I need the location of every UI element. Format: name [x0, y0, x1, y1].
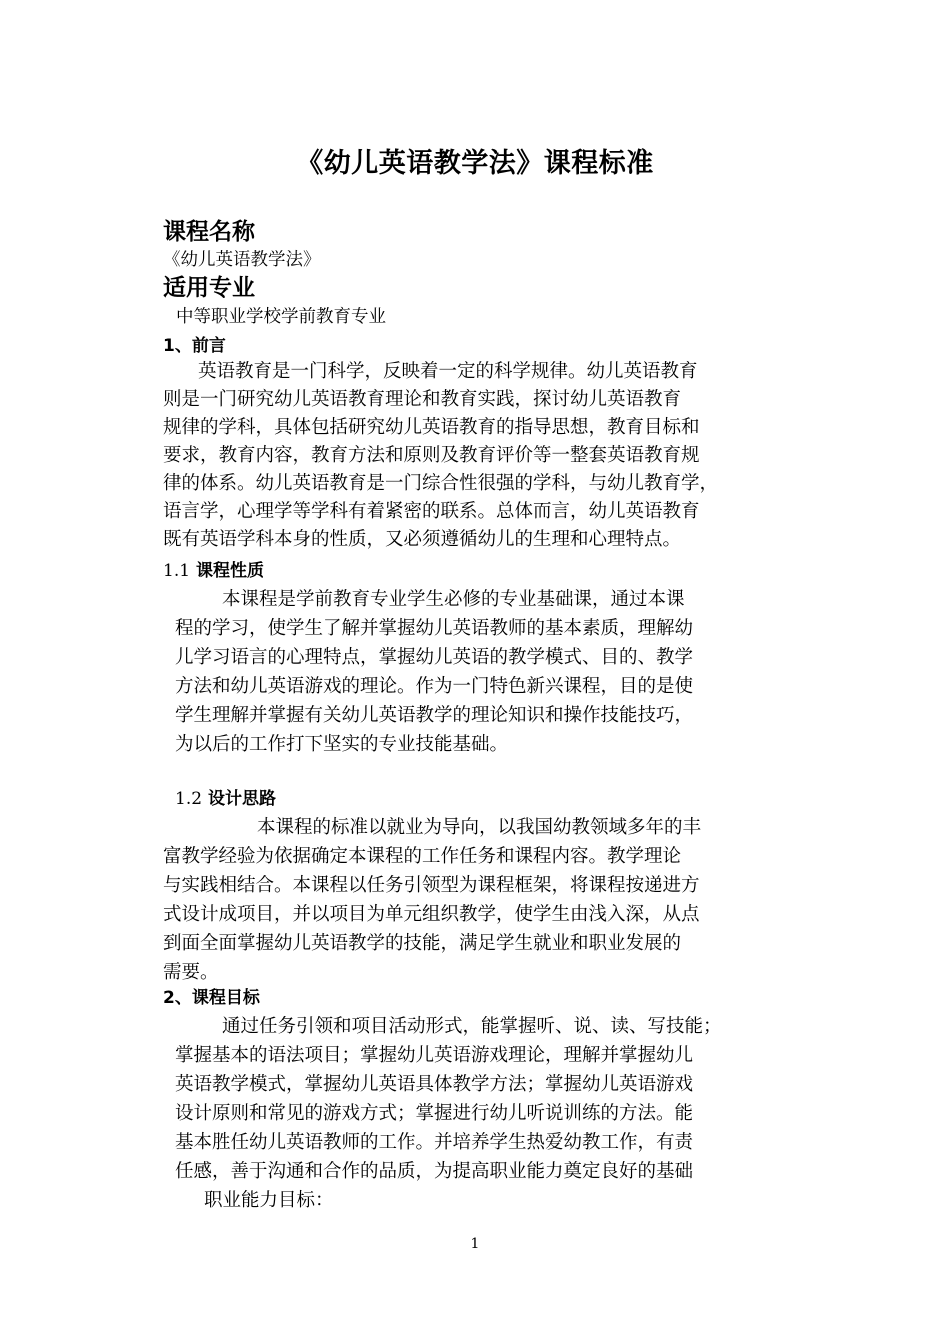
- paragraph-line: 与实践相结合。本课程以任务引领型为课程框架，将课程按递进方: [163, 875, 700, 896]
- preface-heading: 1、前言: [163, 336, 226, 356]
- paragraph-line: 任感，善于沟通和合作的品质，为提高职业能力奠定良好的基础: [175, 1161, 694, 1182]
- major-value: 中等职业学校学前教育专业: [176, 307, 386, 327]
- paragraph-line: 要求，教育内容，教育方法和原则及教育评价等一整套英语教育规: [163, 445, 700, 466]
- paragraph-line: 律的体系。幼儿英语教育是一门综合性很强的学科，与幼儿教育学，: [163, 473, 719, 494]
- course-name-value: 《幼儿英语教学法》: [163, 250, 321, 270]
- paragraph-line: 到面全面掌握幼儿英语教学的技能，满足学生就业和职业发展的: [163, 933, 682, 954]
- paragraph-line: 通过任务引领和项目活动形式，能掌握听、说、读、写技能；: [222, 1016, 722, 1037]
- paragraph-line: 规律的学科，具体包括研究幼儿英语教育的指导思想，教育目标和: [163, 417, 700, 438]
- course-goals-heading: 2、课程目标: [163, 988, 260, 1008]
- paragraph-line: 英语教学模式，掌握幼儿英语具体教学方法；掌握幼儿英语游戏: [175, 1074, 694, 1095]
- section-number: 1.1: [163, 561, 191, 581]
- course-name-heading: 课程名称: [163, 219, 255, 245]
- paragraph-line: 式设计成项目，并以项目为单元组织教学，使学生由浅入深，从点: [163, 904, 700, 925]
- paragraph-line: 本课程的标准以就业为导向，以我国幼教领域多年的丰: [257, 817, 702, 838]
- paragraph-line: 需要。: [163, 962, 219, 983]
- major-heading: 适用专业: [163, 275, 255, 301]
- paragraph-line: 富教学经验为依据确定本课程的工作任务和课程内容。教学理论: [163, 846, 682, 867]
- vocational-ability-label: 职业能力目标：: [204, 1190, 334, 1211]
- paragraph-line: 为以后的工作打下坚实的专业技能基础。: [175, 734, 509, 755]
- design-idea-heading: [175, 787, 276, 811]
- paragraph-line: 语言学，心理学等学科有着紧密的联系。总体而言，幼儿英语教育: [163, 501, 700, 522]
- page-number: 1: [470, 1236, 480, 1252]
- section-title: 设计思路: [207, 789, 276, 809]
- paragraph-line: 掌握基本的语法项目；掌握幼儿英语游戏理论，理解并掌握幼儿: [175, 1045, 694, 1066]
- paragraph-line: 则是一门研究幼儿英语教育理论和教育实践，探讨幼儿英语教育: [163, 389, 682, 410]
- paragraph-line: 程的学习，使学生了解并掌握幼儿英语教师的基本素质，理解幼: [175, 618, 694, 639]
- paragraph-line: 英语教育是一门科学，反映着一定的科学规律。幼儿英语教育: [198, 361, 698, 382]
- paragraph-line: 方法和幼儿英语游戏的理论。作为一门特色新兴课程，目的是使: [175, 676, 694, 697]
- paragraph-line: 学生理解并掌握有关幼儿英语教学的理论知识和操作技能技巧，: [175, 705, 694, 726]
- section-number: 1.2: [175, 789, 203, 809]
- course-nature-heading: [163, 559, 264, 583]
- document-title: 《幼儿英语教学法》课程标准: [296, 148, 654, 179]
- section-title: 课程性质: [195, 561, 264, 581]
- paragraph-line: 儿学习语言的心理特点，掌握幼儿英语的教学模式、目的、教学: [175, 647, 694, 668]
- paragraph-line: 既有英语学科本身的性质，又必须遵循幼儿的生理和心理特点。: [163, 529, 682, 550]
- paragraph-line: 本课程是学前教育专业学生必修的专业基础课，通过本课: [222, 589, 685, 610]
- paragraph-line: 基本胜任幼儿英语教师的工作。并培养学生热爱幼教工作，有责: [175, 1132, 694, 1153]
- paragraph-line: 设计原则和常见的游戏方式；掌握进行幼儿听说训练的方法。能: [175, 1103, 694, 1124]
